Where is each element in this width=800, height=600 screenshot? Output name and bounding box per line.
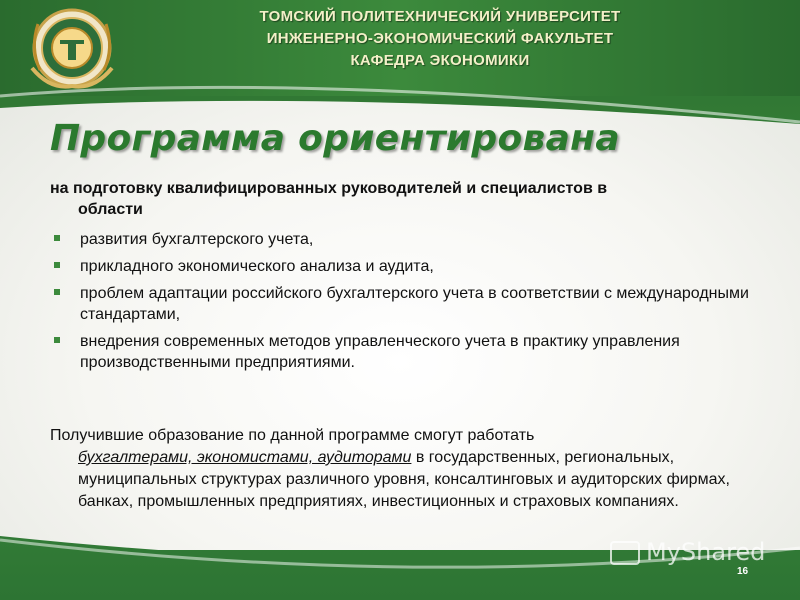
page-number: 16 bbox=[737, 566, 749, 577]
outro-rest: в государственных, региональных, муниципальных структурах различного уровня, консалтинговых и аудиторских фирмах, банках, промышленных предприятиях, инвестиционных и страховых компаниях. bbox=[78, 449, 730, 510]
focus-list bbox=[50, 229, 770, 379]
header bbox=[180, 6, 700, 72]
outro-paragraph bbox=[50, 425, 730, 513]
intro-line-1: на подготовку квалифицированных руководителей и специалистов в bbox=[50, 180, 608, 197]
presentation-icon bbox=[610, 541, 640, 565]
slide-title: Программа ориентирована bbox=[50, 118, 620, 159]
list-item: внедрения современных методов управленческого учета в практику управления производственными предприятиями. bbox=[50, 331, 770, 373]
outro-body bbox=[50, 447, 730, 513]
outro-lead: Получившие образование по данной программе смогут работать bbox=[50, 427, 535, 444]
intro-text bbox=[50, 178, 740, 220]
intro-line-2: области bbox=[78, 201, 143, 218]
square-bullet-icon bbox=[54, 337, 60, 343]
header-university: ТОМСКИЙ ПОЛИТЕХНИЧЕСКИЙ УНИВЕРСИТЕТ bbox=[259, 8, 621, 25]
outro-emphasis: бухгалтерами, экономистами, аудиторами bbox=[78, 449, 412, 466]
list-item: развития бухгалтерского учета, bbox=[50, 229, 770, 250]
list-item: прикладного экономического анализа и аудита, bbox=[50, 256, 770, 277]
watermark: MyShared bbox=[610, 538, 765, 566]
square-bullet-icon bbox=[54, 262, 60, 268]
header-department: КАФЕДРА ЭКОНОМИКИ bbox=[350, 52, 530, 69]
header-faculty: ИНЖЕНЕРНО-ЭКОНОМИЧЕСКИЙ ФАКУЛЬТЕТ bbox=[266, 30, 614, 47]
square-bullet-icon bbox=[54, 235, 60, 241]
list-item: проблем адаптации российского бухгалтерского учета в соответствии с международными стандартами, bbox=[50, 283, 770, 325]
university-emblem-icon bbox=[20, 4, 130, 92]
square-bullet-icon bbox=[54, 289, 60, 295]
